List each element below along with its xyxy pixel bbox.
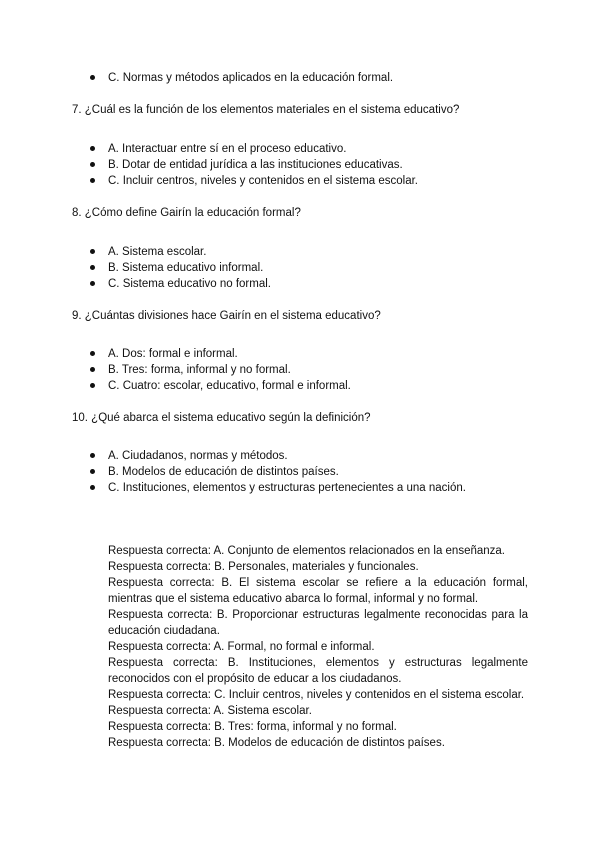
list-item [0, 378, 600, 394]
list-item [0, 346, 600, 362]
answer-line: Respuesta correcta: A. Formal, no formal e informal. [108, 641, 375, 653]
answer-key [108, 543, 528, 751]
answer-line: Respuesta correcta: B. El sistema escolar se refiere a la educación formal, mientras que el sistema educativo abarca lo formal, informal y no formal. [108, 577, 528, 605]
option-text: A. Interactuar entre sí en el proceso educativo. [108, 143, 347, 155]
option-text: A. Sistema escolar. [108, 246, 207, 258]
option-text: B. Sistema educativo informal. [108, 262, 264, 274]
question-10-options [0, 448, 600, 496]
bullet-icon [90, 75, 95, 80]
bullet-icon [90, 383, 95, 388]
question-7: 7. ¿Cuál es la función de los elementos materiales en el sistema educativo? [72, 104, 460, 116]
list-item [0, 260, 600, 276]
question-7-options [0, 141, 600, 189]
question-8-options [0, 244, 600, 292]
option-text: B. Modelos de educación de distintos países. [108, 466, 339, 478]
list-item [0, 70, 600, 86]
question-9: 9. ¿Cuántas divisiones hace Gairín en el sistema educativo? [72, 310, 381, 322]
option-text: C. Incluir centros, niveles y contenidos en el sistema escolar. [108, 175, 419, 187]
bullet-icon [90, 265, 95, 270]
option-text: C. Normas y métodos aplicados en la educación formal. [108, 72, 394, 84]
bullet-icon [90, 351, 95, 356]
option-text: C. Instituciones, elementos y estructuras pertenecientes a una nación. [108, 482, 466, 494]
answer-line: Respuesta correcta: A. Sistema escolar. [108, 705, 312, 717]
top-bullet-list [0, 70, 600, 86]
answer-line: Respuesta correcta: B. Proporcionar estructuras legalmente reconocidas para la educación ciudadana. [108, 609, 528, 637]
bullet-icon [90, 367, 95, 372]
question-10: 10. ¿Qué abarca el sistema educativo según la definición? [72, 412, 371, 424]
answer-line: Respuesta correcta: C. Incluir centros, niveles y contenidos en el sistema escolar. [108, 689, 525, 701]
option-text: A. Dos: formal e informal. [108, 348, 238, 360]
bullet-icon [90, 162, 95, 167]
bullet-icon [90, 453, 95, 458]
list-item [0, 362, 600, 378]
answer-line: Respuesta correcta: B. Instituciones, elementos y estructuras legalmente reconocidos con el propósito de educar a los ciudadanos. [108, 657, 528, 685]
question-8: 8. ¿Cómo define Gairín la educación formal? [72, 207, 301, 219]
list-item [0, 173, 600, 189]
bullet-icon [90, 281, 95, 286]
answer-line: Respuesta correcta: B. Personales, materiales y funcionales. [108, 561, 419, 573]
bullet-icon [90, 469, 95, 474]
bullet-icon [90, 485, 95, 490]
answer-line: Respuesta correcta: B. Tres: forma, informal y no formal. [108, 721, 397, 733]
option-text: C. Cuatro: escolar, educativo, formal e informal. [108, 380, 351, 392]
question-9-options [0, 346, 600, 394]
option-text: B. Tres: forma, informal y no formal. [108, 364, 291, 376]
bullet-icon [90, 146, 95, 151]
bullet-icon [90, 178, 95, 183]
option-text: A. Ciudadanos, normas y métodos. [108, 450, 288, 462]
bullet-icon [90, 249, 95, 254]
option-text: B. Dotar de entidad jurídica a las instituciones educativas. [108, 159, 403, 171]
list-item [0, 464, 600, 480]
list-item [0, 276, 600, 292]
list-item [0, 157, 600, 173]
answer-line: Respuesta correcta: A. Conjunto de elementos relacionados en la enseñanza. [108, 545, 506, 557]
list-item [0, 448, 600, 464]
list-item [0, 244, 600, 260]
answer-line: Respuesta correcta: B. Modelos de educación de distintos países. [108, 737, 445, 749]
option-text: C. Sistema educativo no formal. [108, 278, 271, 290]
list-item [0, 141, 600, 157]
list-item [0, 480, 600, 496]
